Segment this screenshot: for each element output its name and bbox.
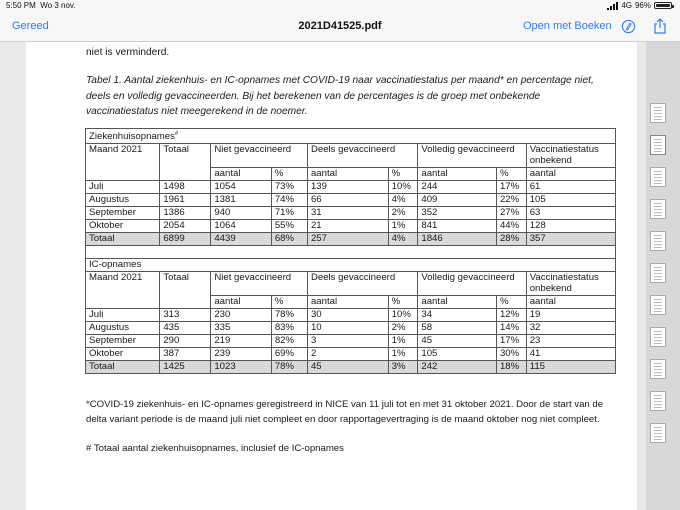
subheader-count: aantal <box>211 167 272 180</box>
table-row <box>86 193 616 206</box>
table-cell: 12% <box>496 308 526 321</box>
page-thumbnail[interactable] <box>650 231 666 251</box>
thumbnail-line <box>654 279 662 280</box>
total-cell: 6899 <box>160 232 211 245</box>
total-cell: 28% <box>496 232 526 245</box>
ic-section-title: IC-opnames <box>89 258 142 270</box>
status-indicators <box>607 1 672 10</box>
header-month: Maand 2021 <box>86 271 160 308</box>
thumbnail-line <box>654 433 662 434</box>
total-cell: 18% <box>496 360 526 373</box>
table-cell: 1961 <box>160 193 211 206</box>
thumbnail-line <box>654 305 662 306</box>
header-not-vaccinated: Niet gevaccineerd <box>211 143 308 167</box>
thumbnail-line <box>654 430 662 431</box>
subheader-count: aantal <box>307 167 388 180</box>
subheader-percent: % <box>388 295 418 308</box>
table-caption: Tabel 1. Aantal ziekenhuis- en IC-opnames met COVID-19 naar vaccinatiestatus per maand* en percentage niet, deels en volledig gevaccineerden. Bij het berekenen van de percentages is de groep met onbekende vaccinatiestatus niet meegerekend in de noemer. <box>86 75 594 117</box>
table-cell: Juli <box>86 180 160 193</box>
subheader-percent: % <box>496 167 526 180</box>
results-table <box>85 128 616 374</box>
total-cell: 1846 <box>418 232 497 245</box>
status-date: Wo 3 nov. <box>40 1 76 10</box>
table-cell: 128 <box>526 219 615 232</box>
total-cell: 1023 <box>211 360 272 373</box>
footnote-total: # Totaal aantal ziekenhuisopnames, inclusief de IC-opnames <box>86 443 344 454</box>
table-cell: 78% <box>271 308 307 321</box>
thumbnail-line <box>654 276 662 277</box>
markup-icon[interactable] <box>620 18 636 34</box>
battery-percent: 96% <box>634 1 651 10</box>
battery-icon <box>654 2 672 9</box>
thumbnail-list <box>650 103 668 448</box>
header-status-unknown: Vaccinatiestatus onbekend <box>526 271 615 295</box>
thumbnail-line <box>654 407 662 408</box>
table-cell: 31 <box>307 206 388 219</box>
total-cell: 45 <box>307 360 388 373</box>
table-cell: 335 <box>211 321 272 334</box>
table-cell: 230 <box>211 308 272 321</box>
header-month: Maand 2021 <box>86 143 160 180</box>
table-cell: 2054 <box>160 219 211 232</box>
table-cell: 219 <box>211 334 272 347</box>
table-row <box>86 180 616 193</box>
total-cell: 242 <box>418 360 497 373</box>
total-row <box>86 232 616 245</box>
thumbnail-line <box>654 180 662 181</box>
table-cell: 105 <box>418 347 497 360</box>
thumbnail-line <box>654 148 662 149</box>
page-thumbnail[interactable] <box>650 391 666 411</box>
table-cell: 19 <box>526 308 615 321</box>
table-cell: 435 <box>160 321 211 334</box>
table-row <box>86 321 616 334</box>
total-cell: Totaal <box>86 232 160 245</box>
table-cell: 940 <box>211 206 272 219</box>
thumbnail-line <box>654 238 662 239</box>
total-cell: 3% <box>388 360 418 373</box>
thumbnail-line <box>654 395 662 396</box>
thumbnail-line <box>654 116 662 117</box>
done-button[interactable]: Gereed <box>12 20 49 32</box>
thumbnail-line <box>654 235 662 236</box>
table-cell: 17% <box>496 180 526 193</box>
thumbnail-line <box>654 177 662 178</box>
table-cell: September <box>86 334 160 347</box>
table-cell: 44% <box>496 219 526 232</box>
hospital-section-row <box>86 129 616 144</box>
table-row <box>86 347 616 360</box>
subheader-percent: % <box>271 167 307 180</box>
thumbnail-line <box>654 171 662 172</box>
table-cell: 239 <box>211 347 272 360</box>
intro-text: niet is verminderd. <box>86 47 170 58</box>
table-cell: Oktober <box>86 347 160 360</box>
table-cell: September <box>86 206 160 219</box>
thumbnail-line <box>654 107 662 108</box>
thumbnail-line <box>654 311 662 312</box>
page-thumbnail[interactable] <box>650 263 666 283</box>
thumbnail-line <box>654 151 662 152</box>
table-cell: 10% <box>388 180 418 193</box>
hospital-section-label <box>86 129 616 144</box>
header-row <box>86 271 616 295</box>
table-cell: 58 <box>418 321 497 334</box>
thumbnail-line <box>654 267 662 268</box>
table-cell: 27% <box>496 206 526 219</box>
total-cell: 1425 <box>160 360 211 373</box>
page-thumbnail[interactable] <box>650 359 666 379</box>
table-row <box>86 308 616 321</box>
table-cell: 2% <box>388 321 418 334</box>
table-cell: 841 <box>418 219 497 232</box>
subheader-percent: % <box>496 295 526 308</box>
table-cell: 4% <box>388 193 418 206</box>
footnote-marker: # <box>174 131 179 137</box>
table-cell: 71% <box>271 206 307 219</box>
table-cell: 409 <box>418 193 497 206</box>
thumbnail-line <box>654 299 662 300</box>
total-row <box>86 360 616 373</box>
total-cell: 4% <box>388 232 418 245</box>
thumbnail-line <box>654 206 662 207</box>
table-cell: 41 <box>526 347 615 360</box>
header-partially-vaccinated: Deels gevaccineerd <box>307 143 417 167</box>
status-bar <box>0 0 680 12</box>
thumbnail-line <box>654 401 662 402</box>
thumbnail-line <box>654 119 662 120</box>
page-thumbnail[interactable] <box>650 199 666 219</box>
thumbnail-line <box>654 372 662 373</box>
thumbnail-line <box>654 212 662 213</box>
page-thumbnail[interactable] <box>650 103 666 123</box>
thumbnail-line <box>654 203 662 204</box>
table-cell: 82% <box>271 334 307 347</box>
spacer-row <box>86 245 616 258</box>
table-cell: 83% <box>271 321 307 334</box>
page-thumbnail[interactable] <box>650 423 666 443</box>
table-cell: 30 <box>307 308 388 321</box>
total-cell: 68% <box>271 232 307 245</box>
table-cell: 45 <box>418 334 497 347</box>
open-in-books-button[interactable]: Open met Boeken <box>523 20 612 32</box>
table-cell: 1381 <box>211 193 272 206</box>
total-cell: 78% <box>271 360 307 373</box>
thumbnail-line <box>654 404 662 405</box>
header-total: Totaal <box>160 271 211 308</box>
table-row <box>86 219 616 232</box>
thumbnail-line <box>654 247 662 248</box>
table-cell: 14% <box>496 321 526 334</box>
thumbnail-line <box>654 366 662 367</box>
table-cell: 61 <box>526 180 615 193</box>
thumbnail-line <box>654 375 662 376</box>
thumbnail-line <box>654 337 662 338</box>
thumbnail-line <box>654 209 662 210</box>
table-cell: 22% <box>496 193 526 206</box>
table-row <box>86 206 616 219</box>
subheader-count: aantal <box>211 295 272 308</box>
thumbnail-line <box>654 270 662 271</box>
thumbnail-line <box>654 139 662 140</box>
subheader-percent: % <box>271 295 307 308</box>
header-status-unknown: Vaccinatiestatus onbekend <box>526 143 615 167</box>
thumbnail-line <box>654 215 662 216</box>
table-cell: 2 <box>307 347 388 360</box>
table-cell: 66 <box>307 193 388 206</box>
status-time-date <box>6 1 76 10</box>
table-cell: 1064 <box>211 219 272 232</box>
subheader-count: aantal <box>307 295 388 308</box>
table-cell: 17% <box>496 334 526 347</box>
hospital-section-title: Ziekenhuisopnames <box>89 131 175 143</box>
page-thumbnail[interactable] <box>650 295 666 315</box>
table-cell: Oktober <box>86 219 160 232</box>
table-cell: 21 <box>307 219 388 232</box>
thumbnail-line <box>654 113 662 114</box>
table-cell: 352 <box>418 206 497 219</box>
table-cell: 55% <box>271 219 307 232</box>
thumbnail-line <box>654 308 662 309</box>
table-cell: 313 <box>160 308 211 321</box>
document-title: 2021D41525.pdf <box>298 20 382 32</box>
subheader-count: aantal <box>526 167 615 180</box>
table-cell: Augustus <box>86 193 160 206</box>
subheader-count: aantal <box>418 167 497 180</box>
table-cell: 74% <box>271 193 307 206</box>
page-thumbnail[interactable] <box>650 135 666 155</box>
table-cell: 105 <box>526 193 615 206</box>
thumbnail-line <box>654 142 662 143</box>
table-row <box>86 334 616 347</box>
thumbnail-line <box>654 331 662 332</box>
thumbnail-line <box>654 439 662 440</box>
table-cell: 63 <box>526 206 615 219</box>
thumbnail-line <box>654 436 662 437</box>
page-thumbnail[interactable] <box>650 327 666 347</box>
table-cell: 1386 <box>160 206 211 219</box>
table-cell: 387 <box>160 347 211 360</box>
thumbnail-line <box>654 427 662 428</box>
total-cell: Totaal <box>86 360 160 373</box>
ic-section-row <box>86 258 616 271</box>
table-cell: Juli <box>86 308 160 321</box>
thumbnail-line <box>654 273 662 274</box>
subheader-count: aantal <box>526 295 615 308</box>
table-cell: 30% <box>496 347 526 360</box>
table-cell: 1498 <box>160 180 211 193</box>
thumbnail-line <box>654 145 662 146</box>
table-cell: 34 <box>418 308 497 321</box>
footnote-nice: *COVID-19 ziekenhuis- en IC-opnames geregistreerd in NICE van 11 juli tot en met 31 oktober 2021. Door de start van de delta variant periode is de maand juli niet compleet en door rapportagevertraging is de maand oktober nog niet compleet. <box>86 399 604 425</box>
header-partially-vaccinated: Deels gevaccineerd <box>307 271 417 295</box>
thumbnail-line <box>654 334 662 335</box>
status-time: 5:50 PM <box>6 1 36 10</box>
page-thumbnail[interactable] <box>650 167 666 187</box>
network-label: 4G <box>621 1 632 10</box>
table-cell: 1% <box>388 219 418 232</box>
header-total: Totaal <box>160 143 211 180</box>
table-cell: 290 <box>160 334 211 347</box>
header-row <box>86 143 616 167</box>
table-cell: 10% <box>388 308 418 321</box>
header-fully-vaccinated: Volledig gevaccineerd <box>418 271 526 295</box>
table-cell: 1% <box>388 334 418 347</box>
thumbnail-line <box>654 302 662 303</box>
table-cell: 244 <box>418 180 497 193</box>
total-cell: 257 <box>307 232 388 245</box>
pdf-toolbar <box>0 12 680 42</box>
table-cell: 1% <box>388 347 418 360</box>
signal-icon <box>607 2 618 10</box>
thumbnail-line <box>654 340 662 341</box>
table-cell: 10 <box>307 321 388 334</box>
header-fully-vaccinated: Volledig gevaccineerd <box>418 143 526 167</box>
thumbnail-line <box>654 398 662 399</box>
thumbnail-line <box>654 343 662 344</box>
thumbnail-line <box>654 369 662 370</box>
table-cell: 139 <box>307 180 388 193</box>
subheader-count: aantal <box>418 295 497 308</box>
thumbnail-line <box>654 110 662 111</box>
table-cell: 23 <box>526 334 615 347</box>
table-cell: 3 <box>307 334 388 347</box>
table-cell: Augustus <box>86 321 160 334</box>
table-cell: 69% <box>271 347 307 360</box>
thumbnail-line <box>654 183 662 184</box>
total-cell: 115 <box>526 360 615 373</box>
thumbnail-line <box>654 244 662 245</box>
table-cell: 2% <box>388 206 418 219</box>
table-cell: 32 <box>526 321 615 334</box>
total-cell: 357 <box>526 232 615 245</box>
pdf-page[interactable] <box>26 42 637 510</box>
subheader-percent: % <box>388 167 418 180</box>
share-icon[interactable] <box>652 18 668 34</box>
ic-section-label <box>86 258 616 271</box>
table-cell: 73% <box>271 180 307 193</box>
table-cell: 1054 <box>211 180 272 193</box>
total-cell: 4439 <box>211 232 272 245</box>
thumbnail-line <box>654 363 662 364</box>
header-not-vaccinated: Niet gevaccineerd <box>211 271 308 295</box>
thumbnail-line <box>654 174 662 175</box>
thumbnail-line <box>654 241 662 242</box>
spacer-cell <box>86 245 616 258</box>
